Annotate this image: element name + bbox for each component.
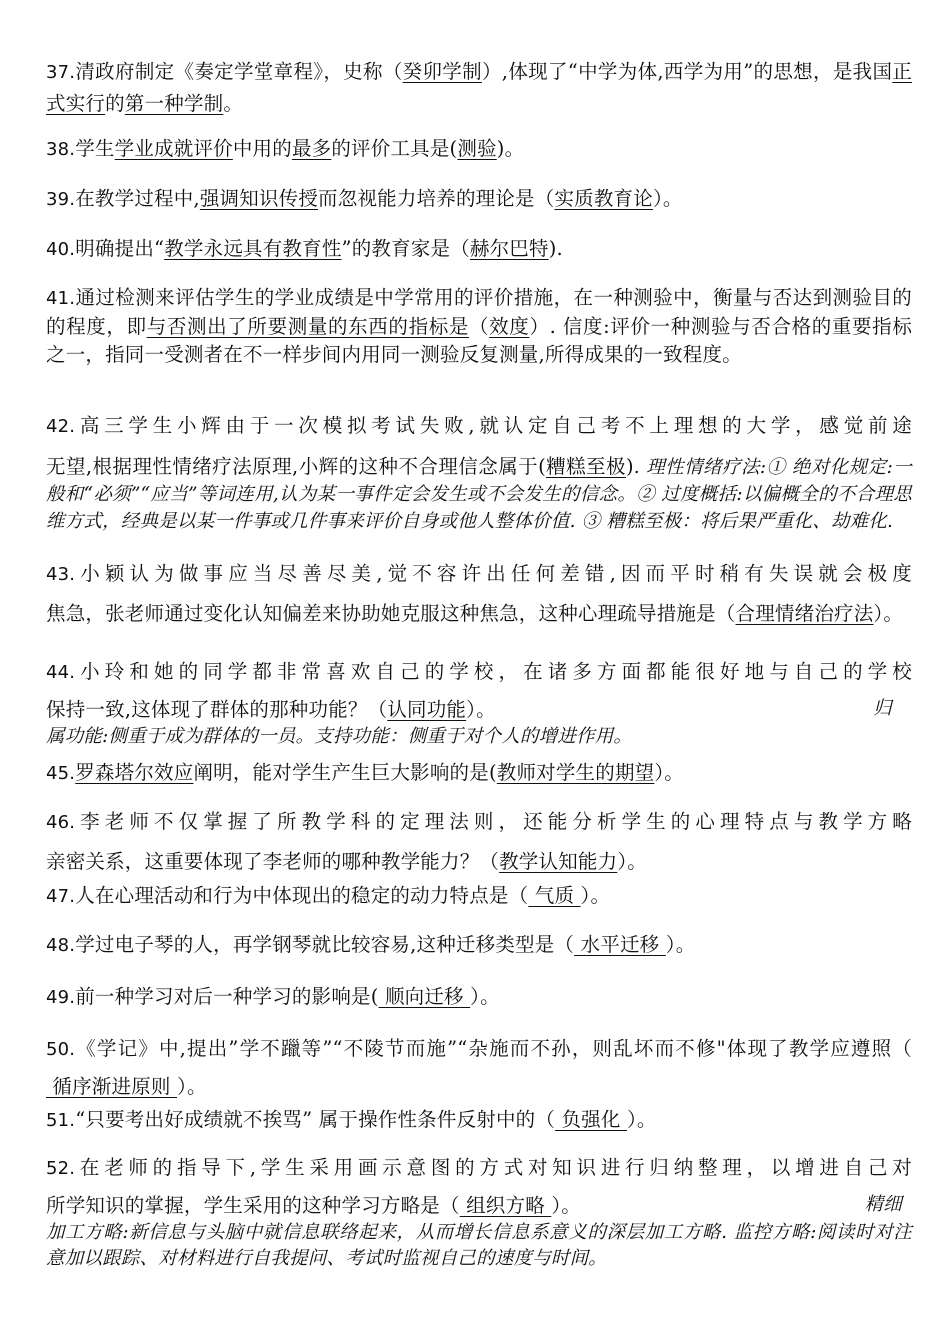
- question-number: 51.: [46, 1110, 76, 1131]
- answer: 教学认知能力: [499, 850, 618, 873]
- question-51: 51.“只要考出好成绩就不挨骂” 属于操作性条件反射中的（ 负强化 ）。: [46, 1108, 657, 1131]
- answer: 癸卯学制: [402, 60, 482, 83]
- answer: 循序渐进原则: [46, 1075, 177, 1098]
- answer: 气质: [528, 884, 581, 907]
- question-number: 40.: [46, 239, 76, 260]
- question-43: 43.小颖认为做事应当尽善尽美,觉不容许出任何差错,因而平时稍有失误就会极度 焦急，张老师通过变化认知偏差来协助她克服这种焦急，这种心理疏导措施是（合理情绪治疗法）。: [46, 562, 912, 625]
- note: 归: [873, 698, 892, 719]
- answer: 实质教育论: [554, 187, 653, 210]
- note: 加工方略:新信息与头脑中就信息联络起来，从而增长信息系意义的深层加工方略. 监控方略:阅读时对注意加以跟踪、对材料进行自我提问、考试时监视自己的速度与时间。: [46, 1222, 912, 1269]
- question-41: 41.通过检测来评估学生的学业成绩是中学常用的评价措施，在一种测验中，衡量与否达到测验目的的程度，即与否测出了所要测量的东西的指标是（效度）. 信度:评价一种测验与否合格的重要指标之一，指同一受测者在不一样步间内用同一测验反复测量,所得成果的一致程度。: [46, 286, 913, 366]
- question-number: 43.: [46, 564, 76, 585]
- answer: 合理情绪治疗法: [735, 602, 874, 625]
- question-45: 45.罗森塔尔效应阐明，能对学生产生巨大影响的是(教师对学生的期望）。: [46, 761, 685, 784]
- question-40: 40.明确提出“教学永远具有教育性”的教育家是（赫尔巴特).: [46, 237, 563, 260]
- note: 属功能:侧重于成为群体的一员。支持功能：侧重于对个人的增进作用。: [46, 726, 633, 747]
- question-37: 37.清政府制定《奏定学堂章程》，史称（癸卯学制）,体现了“中学为体,西学为用”的思想，是我国正式实行的第一种学制。: [46, 60, 912, 115]
- answer: 组织方略: [459, 1194, 552, 1217]
- question-number: 38.: [46, 139, 76, 160]
- answer: 测验: [457, 137, 497, 160]
- question-44: 44.小玲和她的同学都非常喜欢自己的学校，在诸多方面都能很好地与自己的学校 保持一致,这体现了群体的那种功能？（认同功能）。 归 属功能:侧重于成为群体的一员。支持功能：侧重于对个人的增进作用。: [46, 656, 912, 750]
- answer: 认同功能: [387, 698, 467, 721]
- question-50: 50.《学记》中,提出”学不躐等”“不陵节而施”“杂施而不孙，则乱坏而不修"体现了教学应遵照（ 循序渐进原则 ）。: [46, 1037, 912, 1098]
- answer: 顺向迁移: [378, 985, 471, 1008]
- question-number: 42.: [46, 416, 76, 437]
- question-number: 52.: [46, 1158, 76, 1179]
- answer: 效度: [489, 315, 530, 338]
- question-52: 52.在老师的指导下,学生采用画示意图的方式对知识进行归纳整理，以增进自己对 所学知识的掌握，学生采用的这种学习方略是（ 组织方略 ）。 精细 加工方略:新信息与头脑中就信息联络起来，从而增长信息系意义的深层加工方略. 监控方略:阅读时对注意加以跟踪、对材料进行自我提问、考试时监视自己的速度与时间。: [46, 1152, 912, 1272]
- question-number: 39.: [46, 189, 76, 210]
- answer: 糟糕至极: [545, 455, 626, 478]
- question-number: 37.: [46, 62, 76, 83]
- answer: 教师对学生的期望: [496, 761, 655, 784]
- note: 精细: [864, 1194, 902, 1215]
- question-49: 49.前一种学习对后一种学习的影响是( 顺向迁移 ）。: [46, 985, 500, 1008]
- question-number: 50.: [46, 1039, 76, 1060]
- question-48: 48.学过电子琴的人，再学钢琴就比较容易,这种迁移类型是（ 水平迁移 ）。: [46, 933, 696, 956]
- question-number: 45.: [46, 763, 76, 784]
- question-47: 47.人在心理活动和行为中体现出的稳定的动力特点是（ 气质 ）。: [46, 884, 611, 907]
- question-38: 38.学生学业成就评价中用的最多的评价工具是(测验)。: [46, 137, 525, 160]
- question-39: 39.在教学过程中,强调知识传授而忽视能力培养的理论是（实质教育论）。: [46, 187, 683, 210]
- answer: 水平迁移: [574, 933, 666, 956]
- question-number: 46.: [46, 812, 76, 833]
- note: . 理性情绪疗法:① 绝对化规定:一般和“必须”“应当”等词连用,认为某一事件定会发生或不会发生的信念。② 过度概括:以偏概全的不合理思维方式，经典是以某一件事或几件事来评价自身或他人整体价值. ③ 糟糕至极：将后果严重化、劫难化.: [46, 457, 912, 532]
- question-number: 48.: [46, 935, 76, 956]
- question-number: 47.: [46, 886, 76, 907]
- answer: 负强化: [555, 1108, 627, 1131]
- question-46: 46.李老师不仅掌握了所教学科的定理法则，还能分析学生的心理特点与教学方略 亲密关系，这重要体现了李老师的哪种教学能力？（教学认知能力）。: [46, 810, 912, 873]
- answer: 赫尔巴特: [469, 237, 549, 260]
- question-42: 42.高三学生小辉由于一次模拟考试失败,就认定自己考不上理想的大学，感觉前途 无望,根据理性情绪疗法原理,小辉的这种不合理信念属于(糟糕至极). 理性情绪疗法:① 绝对化规定:一般和“必须”“应当”等词连用,认为某一事件定会发生或不会发生的信念。② 过度概括:以偏概全的不合理思维方式，经典是以某一件事或几件事来评价自身或他人整体价值. ③ 糟糕至极：将后果严重化、劫难化.: [46, 414, 912, 532]
- question-number: 41.: [46, 288, 76, 309]
- question-number: 44.: [46, 662, 76, 683]
- question-number: 49.: [46, 987, 76, 1008]
